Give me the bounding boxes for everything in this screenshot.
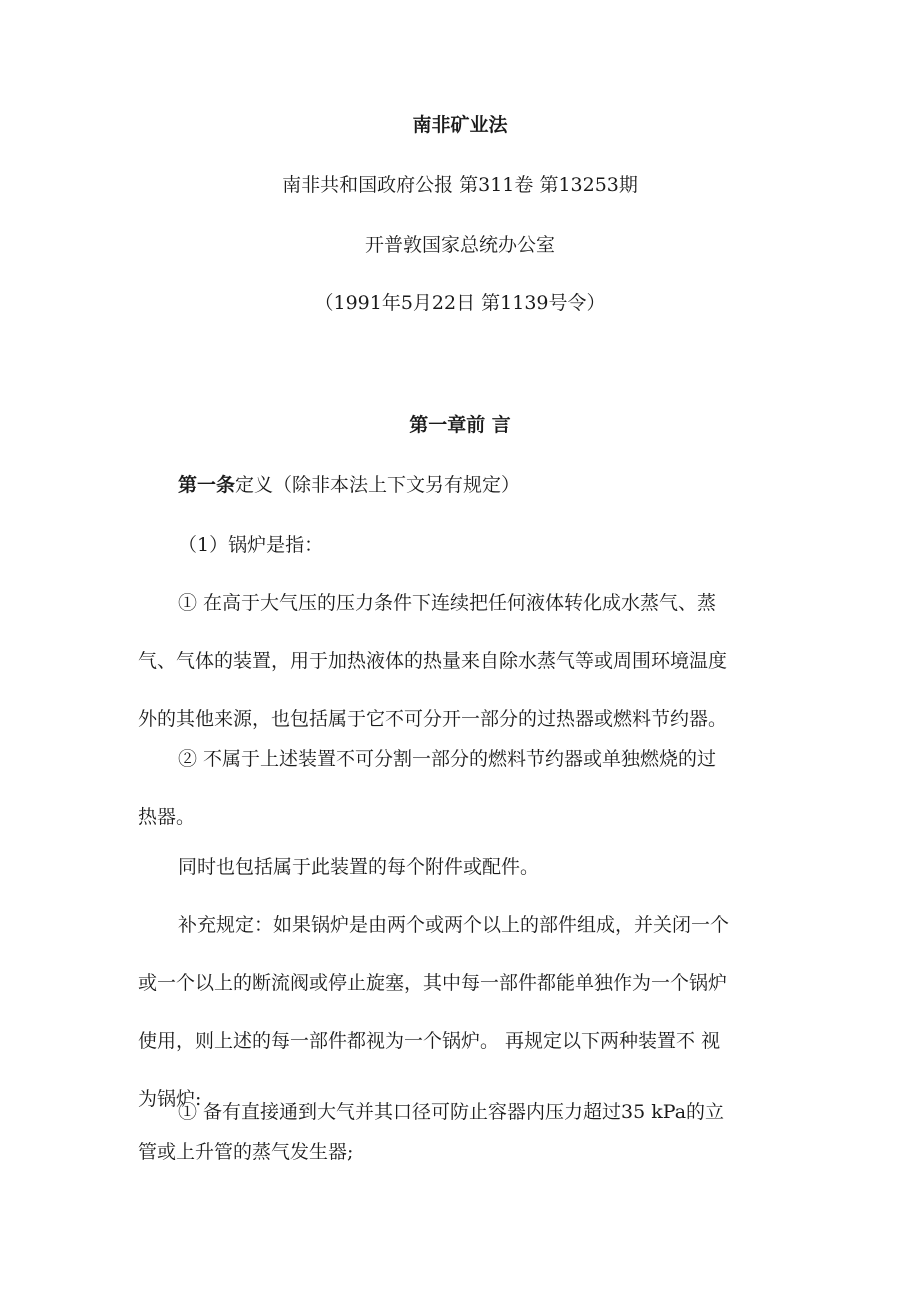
item-2-paragraph	[138, 730, 780, 846]
item-2-line: ② 不属于上述装置不可分割一部分的燃料节约器或单独燃烧的过	[178, 748, 717, 770]
clause-heading	[138, 530, 780, 557]
accessory-paragraph	[138, 852, 780, 879]
item-1-line: ① 在高于大气压的压力条件下连续把任何液体转化成水蒸气、蒸	[178, 592, 717, 614]
issuing-office: 开普敦国家总统办公室	[364, 234, 555, 256]
order-reference: （1991年5月22日 第1139号令）	[314, 292, 606, 314]
supplement-line: 或一个以上的断流阀或停止旋塞，其中每一部件都能单独作为一个锅炉	[138, 972, 728, 994]
document-title: 南非矿业法	[412, 114, 508, 136]
accessory-text: 同时也包括属于此装置的每个附件或配件。	[178, 856, 540, 878]
article-heading	[138, 470, 780, 497]
supplement-line: 为锅炉:	[138, 1088, 202, 1110]
item-1-line: 气、气体的装置，用于加热液体的热量来自除水蒸气等或周围环境温度	[138, 650, 728, 672]
exclusion-1-paragraph	[138, 1092, 780, 1172]
chapter-heading: 第一章前 言	[409, 414, 511, 436]
supplement-line: 使用，则上述的每一部件都视为一个锅炉。 再规定以下两种装置不 视	[138, 1030, 721, 1052]
exclusion-1-line: 管或上升管的蒸气发生器;	[138, 1141, 354, 1163]
gazette-reference: 南非共和国政府公报 第311卷 第13253期	[282, 174, 638, 196]
exclusion-1-line: ① 备有直接通到大气并其口径可防止容器内压力超过35 kPa的立	[178, 1101, 725, 1123]
supplement-paragraph	[138, 896, 780, 1114]
item-2-line: 热器。	[138, 806, 196, 828]
supplement-line: 补充规定：如果锅炉是由两个或两个以上的部件组成，并关闭一个	[178, 914, 730, 936]
item-1-paragraph	[138, 574, 780, 748]
article-label: 第一条	[178, 474, 236, 496]
item-1-line: 外的其他来源，也包括属于它不可分开一部分的过热器或燃料节约器。	[138, 708, 728, 730]
clause-text: （1）锅炉是指：	[178, 534, 324, 556]
article-text: 定义（除非本法上下文另有规定）	[235, 474, 521, 496]
